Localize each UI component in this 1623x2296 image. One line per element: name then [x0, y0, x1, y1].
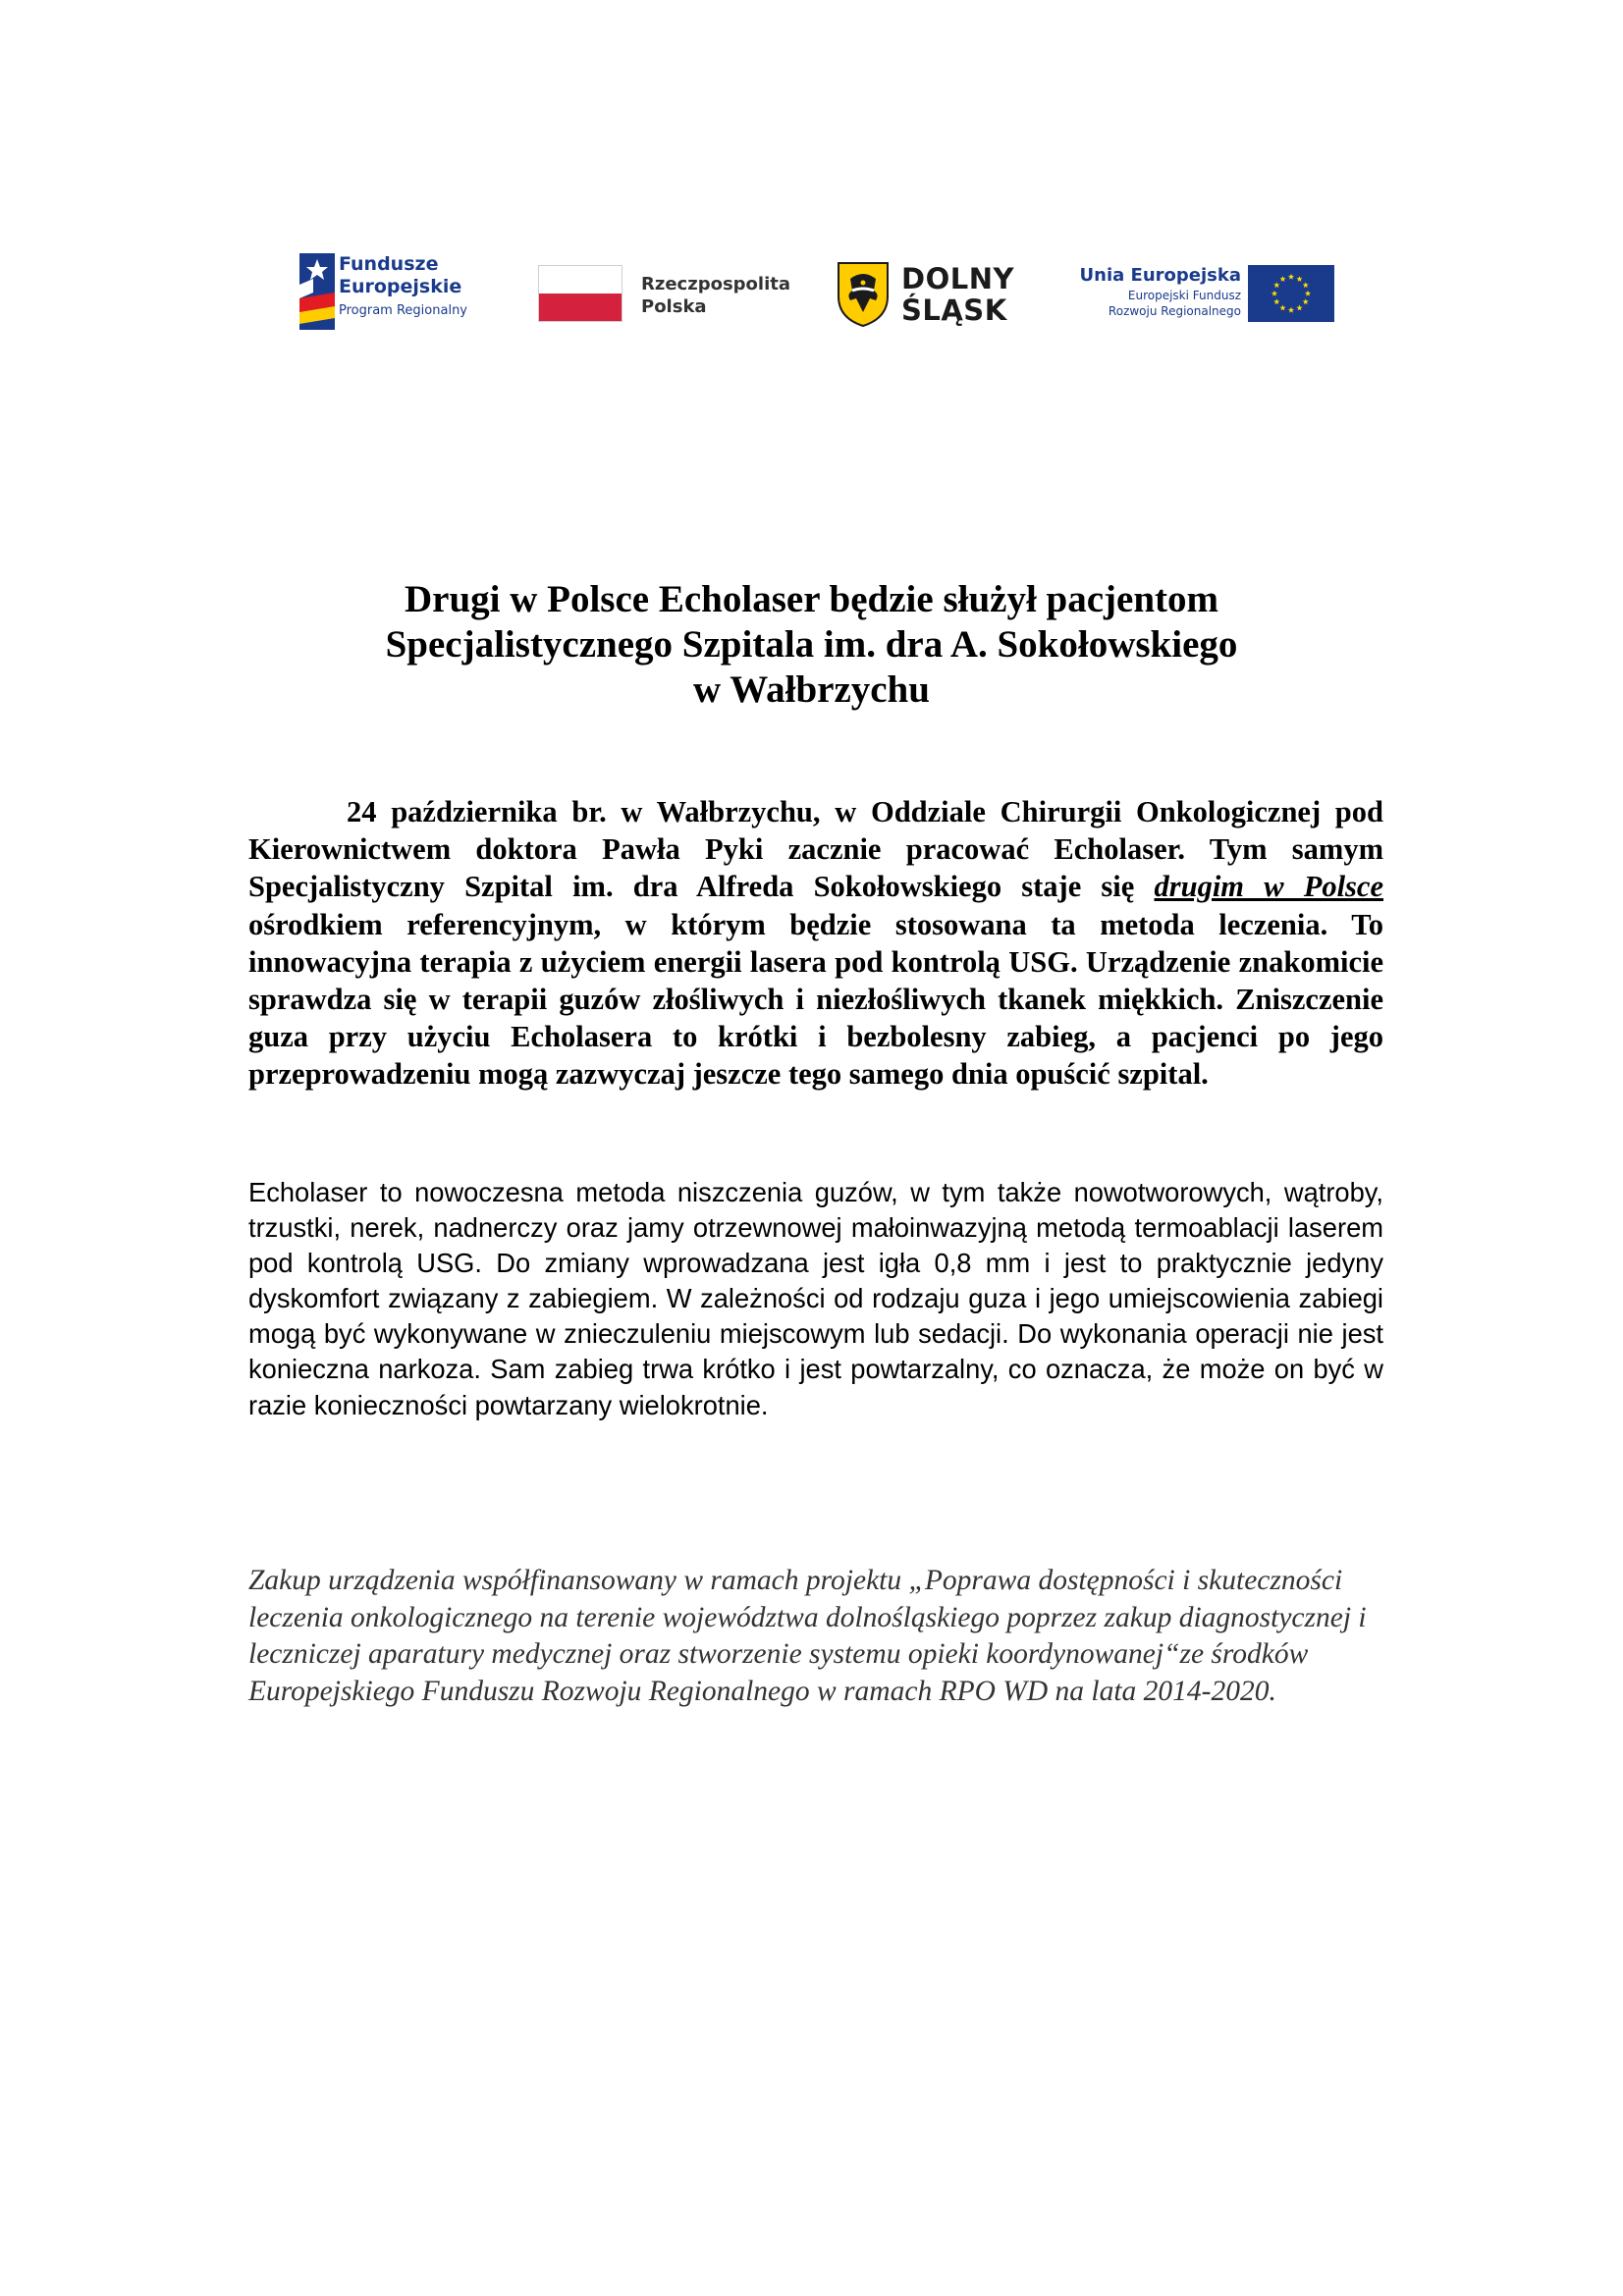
- title-line-1: Drugi w Polsce Echolaser będzie służył pacjentom: [404, 578, 1219, 620]
- document-title: [245, 577, 1378, 713]
- dolny-slask-line1: DOLNY: [901, 262, 1014, 295]
- lead-emphasis: drugim w Polsce: [1154, 870, 1384, 904]
- rzeczpospolita-line1: Rzeczpospolita: [641, 274, 790, 294]
- lead-text-1: 24 października br. w Wałbrzychu, w Oddziale Chirurgii Onkologicznej pod Kierownictwem doktora Pawła Pyki zacznie pracować Echolaser. Tym samym Specjalistyczny Szpital im. dra Alfreda Sokołowskiego staje się: [248, 795, 1383, 904]
- fundusze-europejskie-emblem-icon: [299, 253, 337, 330]
- eu-flag-icon: [1248, 265, 1334, 322]
- title-line-2: Specjalistycznego Szpitala im. dra A. Sokołowskiego: [385, 623, 1238, 666]
- dolny-slask-coat-of-arms-icon: [837, 261, 890, 328]
- fundusze-line2: Europejskie: [339, 276, 462, 297]
- fundusze-line1: Fundusze: [339, 253, 439, 275]
- unia-line3: Rozwoju Regionalnego: [1108, 304, 1241, 318]
- unia-line2: Europejski Fundusz: [1127, 289, 1241, 302]
- lead-paragraph: [248, 793, 1383, 1094]
- lead-text-2: ośrodkiem referencyjnym, w którym będzie stosowana ta metoda leczenia. To innowacyjna terapia z użyciem energii lasera pod kontrolą USG. Urządzenie znakomicie sprawdza się w terapii guzów złośliwych i niezłośliwych tkanek miękkich. Zniszczenie guza przy użyciu Echolasera to krótki i bezbolesny zabieg, a pacjenci po jego przeprowadzeniu mogą zazwyczaj jeszcze tego samego dnia opuścić szpital.: [248, 907, 1383, 1092]
- title-line-3: w Wałbrzychu: [693, 668, 930, 711]
- rzeczpospolita-line2: Polska: [641, 296, 707, 317]
- body-paragraph: Echolaser to nowoczesna metoda niszczenia guzów, w tym także nowotworowych, wątroby, trzustki, nerek, nadnerczy oraz jamy otrzewnowej małoinwazyjną metodą termoablacji laserem pod kontrolą USG. Do zmiany wprowadzana jest igła 0,8 mm i jest to praktycznie jedyny dyskomfort związany z zabiegiem. W zależności od rodzaju guza i jego umiejscowienia zabiegi mogą być wykonywane w znieczuleniu miejscowym lub sedacji. Do wykonania operacji nie jest konieczna narkoza. Sam zabieg trwa krótko i jest powtarzalny, co oznacza, że może on być w razie konieczności powtarzany wielokrotnie.: [248, 1177, 1383, 1420]
- dolny-slask-logo: [837, 261, 1023, 330]
- unia-line1: Unia Europejska: [1079, 265, 1241, 286]
- unia-europejska-logo: [1077, 261, 1334, 326]
- fundusze-europejskie-logo: [299, 253, 486, 332]
- rzeczpospolita-polska-logo: [538, 265, 790, 324]
- polish-flag-icon: [538, 265, 622, 322]
- fundusze-line3: Program Regionalny: [339, 303, 467, 318]
- dolny-slask-line2: ŚLĄSK: [901, 294, 1007, 327]
- funding-footnote: Zakup urządzenia współfinansowany w ramach projektu „Poprawa dostępności i skuteczności leczenia onkologicznego na terenie województwa dolnośląskiego poprzez zakup diagnostycznej i leczniczej aparatury medycznej oraz stworzenie systemu opieki koordynowanej“ze środków Europejskiego Funduszu Rozwoju Regionalnego w ramach RPO WD na lata 2014-2020.: [248, 1565, 1367, 1707]
